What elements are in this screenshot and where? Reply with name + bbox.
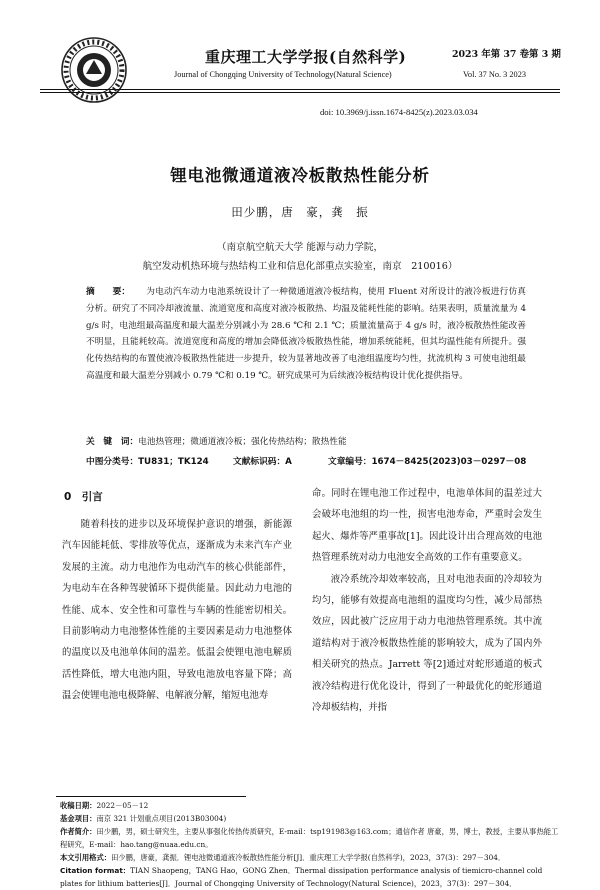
section-heading: 0 引言 [64,491,103,503]
abstract-label: 摘 要： [86,287,131,297]
clc-number [86,455,209,467]
journal-title-en: Journal of Chongqing University of Technology(Natural Science) [174,70,392,79]
paragraph: 随着科技的进步以及环境保护意识的增强，新能源汽车因能耗低、零排放等优点，逐渐成为未来汽车产业发展的主流。动力电池作为电动汽车的核心供能部件，为电动车在各种驾驶循环下提供能量。因此动力电池的性能、成本、安全性和可靠性与车辆的性能密切相关。目前影响动力电池整体性能的主要因素是动力电池整体的温度以及电池单体间的温差。低温会使锂电池电解质活性降低，增大电池内阻，导致电池放电容量下降；高温会使锂电池电极降解、电解液分解，缩短电池寿 [62,519,292,702]
author-list: 田少鹏，唐 豪，龚 振 [231,205,369,219]
received-label: 收稿日期： [60,801,97,810]
author-bio [60,825,560,851]
affiliation-line-2: 航空发动机热环境与热结构工业和信息化部重点实验室，南京 210016） [142,261,458,272]
volume-issue-cn: 2023 年第 37 卷第 3 期 [452,49,561,60]
affiliation-line-1: （南京航空航天大学 能源与动力学院， [216,242,384,253]
doccode-value: A [285,457,292,467]
keywords [86,435,526,447]
citation-en-value: TIAN Shaopeng，TANG Hao，GONG Zhen．Thermal dissipation performance analysis of tiemicro-channel cold plates for lithium batteries[J]．Journal of Chongqing University of Technology(Natural Science)，2023，37(3)：297－304． [60,866,543,888]
citation-en-label: Citation format： [60,866,131,875]
abstract-text: 为电动汽车动力电池系统设计了一种微通道液冷板结构，使用 Fluent 对所设计的液冷板进行仿真分析。研究了不同冷却液流量、流道宽度和高度对液冷板散热、均温及能耗性能的影响。结果表明，质量流量为 4 g/s 时，电池组最高温度和最大温差分别减小为 28.6 ℃和 2.1 ℃；质量流量高于 4 g/s 时，液冷板散热性能改善不明显，且能耗较高。流道宽度和高度的增加会降低液冷板散热性能，增加系统能耗，但其均温性能有所提升。强化传热结构的布置使液冷板散热性能进一步提升，较为显著地改善了电池组温度均匀性，扰流机构 3 可使电池组最高温度和最大温差分别减小 0.79 ℃和 0.19 ℃。研究成果可为后续液冷板结构设计优化提供指导。 [86,287,526,381]
volume-issue-en: Vol. 37 No. 3 2023 [463,70,526,79]
header-rule [40,89,560,90]
citation-cn-value: 田少鹏，唐豪，龚振．锂电池微通道液冷板散热性能分析[J]．重庆理工大学学报(自然科学)，2023，37(3)：297－304． [111,853,506,862]
abstract [86,284,526,385]
paragraph: 液冷系统冷却效率较高，且对电池表面的冷却较为均匀，能够有效提高电池组的温度均匀性，减少局部热效应，因此被广泛应用于动力电池热管理系统。其中流道结构对于液冷板散热性能的影响较大，成为了国内外相关研究的热点。Jarrett 等[2]通过对蛇形通道的板式液冷结构进行优化设计，得到了一种最优化的蛇形通道冷却板结构，并指 [312,573,542,714]
article-number [328,455,526,467]
citation-cn [60,851,560,864]
articleno-value: 1674－8425(2023)03－0297－08 [371,457,527,467]
author-bio-value: 田少鹏，男，硕士研究生，主要从事强化传热传质研究，E-mail：tsp191983@163.com；通信作者 唐豪，男，博士，教授，主要从事热能工程研究，E-mail：hao.tang@nuaa.edu.cn。 [60,827,559,849]
articleno-label: 文章编号： [328,457,372,467]
fund-project [60,812,560,825]
footnotes [60,799,560,890]
keywords-label: 关 键 词： [86,437,139,447]
body-column-right [312,483,542,718]
clc-label: 中图分类号： [86,457,139,467]
author-bio-label: 作者简介： [60,827,97,836]
fund-value: 南京 321 计划重点项目(2013B03004) [96,814,227,823]
received-value: 2022－05－12 [96,801,149,810]
article-title: 锂电池微通道液冷板散热性能分析 [170,166,430,185]
paragraph: 命。同时在锂电池工作过程中，电池单体间的温差过大会破坏电池组的均一性，损害电池寿命，严重时会发生起火、爆炸等严重事故[1]。因此设计出合理高效的电池热管理系统对动力电池安全高效的工作有重要意义。 [312,488,542,564]
footnote-rule [56,796,246,797]
clc-value: TU831；TK124 [138,457,209,467]
document-code [233,455,292,467]
university-seal-logo [60,36,128,104]
body-column-left [62,514,292,707]
keywords-text: 电池热管理；微通道液冷板；强化传热结构；散热性能 [138,437,347,447]
fund-label: 基金项目： [60,814,97,823]
doccode-label: 文献标识码： [233,457,286,467]
citation-cn-label: 本文引用格式： [60,853,112,862]
journal-title-cn: 重庆理工大学学报(自然科学) [205,48,407,66]
received-date [60,799,560,812]
citation-en [60,864,560,890]
header-rule-thin [40,92,560,93]
doi-line: doi: 10.3969/j.issn.1674-8425(z).2023.03.034 [320,107,478,117]
